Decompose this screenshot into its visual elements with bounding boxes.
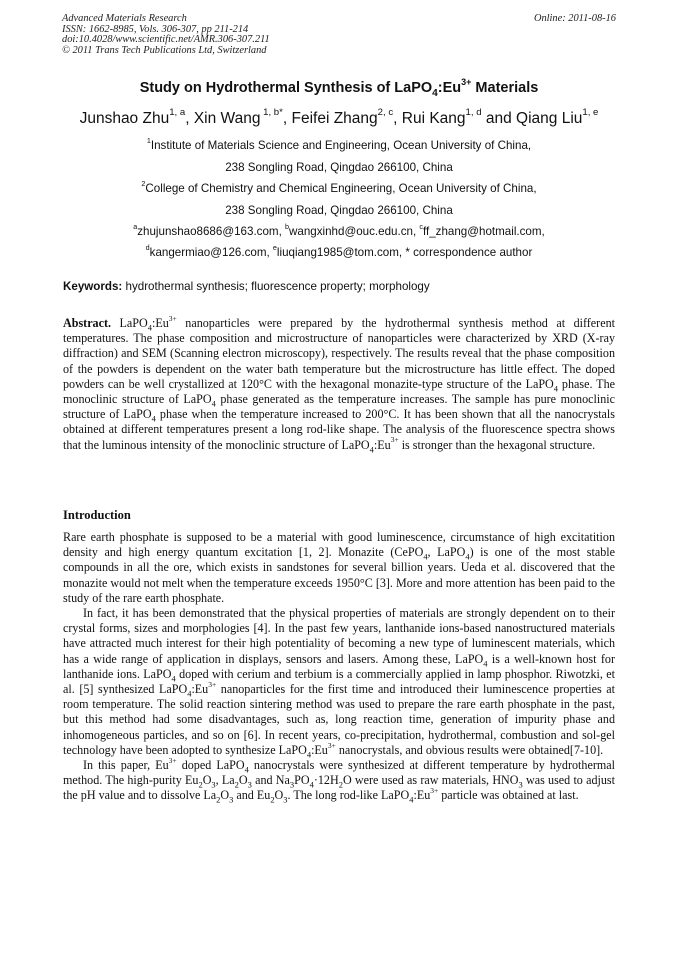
email-line-2: $^d$kangermiao@126.com, $^e$liuqiang1985@tom.com, * correspondence author xyxy=(145,243,533,259)
abstract-label: Abstract. xyxy=(63,316,112,330)
issn-line: ISSN: 1662-8985, Vols. 306-307, pp 211-214 xyxy=(62,23,249,35)
intro-paragraph-1: Rare earth phosphate is supposed to be a material with good luminescence, circumstance of high excitatition density and high energy quantum excitation [1, 2]. Monazite (CePO$_4$, LaPO$_4$) is one of the most stable compounds in all the ore, which exists in sandstones for several billion years. Ueda et al. discovered that the monazite would not melt when the temperature exceeds 1950°C [3]. More and more attention has been paid to the study of the rare earth phosphate. xyxy=(63,530,615,605)
intro-paragraph-2: In fact, it has been demonstrated that the physical properties of materials are strongly dependent on to their crystal forms, sizes and morphologies [4]. In the past few years, lanthanide ions-based nanostructured materials have attracted much interest for their high potentiality of becoming a new type of luminescent materials, which has a wide range of application in displays, sensors and lasers. Among these, LaPO$_4$ is a well-known host for lanthanide ions. LaPO$_4$ doped with cerium and terbium is a commercially applied in lamp phosphor. Riwotzki, et al. [5] synthesized $LaPO_4:Eu^{3+}$ nanoparticles for the first time and introduced their luminescence properties at room temperature. The solid reaction sintering method was used to prepare the rare earth phosphate in the past, but this method had some disadvantages, such as, long reaction time, generation of impurity phase and inhomogeneous particles, and so on [6]. In recent years, co-precipitation, hydrothermal, combustion and sol-gel technology have been adopted to synthesize $LaPO_4:Eu^{3+}$ nanocrystals, and obvious results were obtained[7-10]. xyxy=(63,606,616,760)
author: Rui Kang xyxy=(401,110,466,127)
copyright-line: © 2011 Trans Tech Publications Ltd, Switzerland xyxy=(62,44,267,56)
journal-name: Advanced Materials Research xyxy=(62,13,187,24)
author: Junshao Zhu xyxy=(79,110,170,127)
affiliation-2-line-1: $^2$College of Chemistry and Chemical Engineering, Ocean University of China, xyxy=(141,179,537,195)
paper-title: Study on Hydrothermal Synthesis of $LaPO_4:Eu^{3+}$ Materials xyxy=(139,76,539,99)
section-heading-introduction: Introduction xyxy=(63,508,131,522)
abstract: Abstract. $LaPO_4:Eu^{3+}$ nanoparticles were prepared by the hydrothermal synthesis method at different temperatures. The phase composition and microstructure of nanoparticles were characterized by XRD (X-ray diffraction) and SEM (Scanning electron microscopy), respectively. The results reveal that the phase composition of the powders is dependent on the water bath temperature but the microstructure has little effect. The doped powders can be well crystallized at 120°C with the hexagonal monazite-type structure of the LaPO$_4$ phase. The monoclinic structure of LaPO$_4$ phase generated as the temperature increases. The sample has pure monoclinic structure of LaPO$_4$ phase when the temperature increased to 200°C. It has been shown that all the nanocrystals obtained at different temperatures present a long rod-like shape. The analysis of the fluorescence spectra shows that the luminous intensity of the monoclinic structure of $LaPO_4:Eu^{3+}$ is stronger than the hexagonal structure. xyxy=(63,313,615,455)
affiliation-1-line-2: 238 Songling Road, Qingdao 266100, China xyxy=(225,161,453,174)
keywords-text: hydrothermal synthesis; fluorescence property; morphology xyxy=(122,280,430,293)
online-date: Online: 2011-08-16 xyxy=(533,13,616,24)
email-line-1: $^a$zhujunshao8686@163.com, $^b$wangxinhd@ouc.edu.cn, $^c$ff_zhang@hotmail.com, xyxy=(133,222,545,238)
affiliation-1-line-1: $^1$Institute of Materials Science and Engineering, Ocean University of China, xyxy=(146,136,532,152)
keywords xyxy=(63,280,623,293)
author-list: Junshao Zhu$^{1, a}$, Xin Wang $^{1, b*}$, Feifei Zhang$^{2, c}$, Rui Kang$^{1, d}$ and Qiang Liu$^{1, e}$ xyxy=(79,107,599,127)
author: Qiang Liu xyxy=(516,110,583,127)
intro-paragraph-3: In this paper, $Eu^{3+}$ doped LaPO$_4$ nanocrystals were synthesized at different temperature by hydrothermal method. The high-purity $Eu_2O_3$, $La_2O_3$ and $Na_3PO_4\cdot 12H_2O$ were used as raw materials, $HNO_3$ was used to adjust the pH value and to dissolve $La_2O_3$ and $Eu_2O_3$. The long rod-like $LaPO_4:Eu^{3+}$ particle was obtained at last. xyxy=(63,755,615,805)
running-header xyxy=(62,14,270,56)
author: Feifei Zhang xyxy=(291,110,378,127)
doi-line: doi:10.4028/www.scientific.net/AMR.306-307.211 xyxy=(62,34,270,46)
introduction-body xyxy=(63,530,615,804)
affiliation-2-line-2: 238 Songling Road, Qingdao 266100, China xyxy=(225,204,453,217)
author: Xin Wang xyxy=(193,110,261,127)
keywords-label: Keywords: xyxy=(63,280,123,293)
